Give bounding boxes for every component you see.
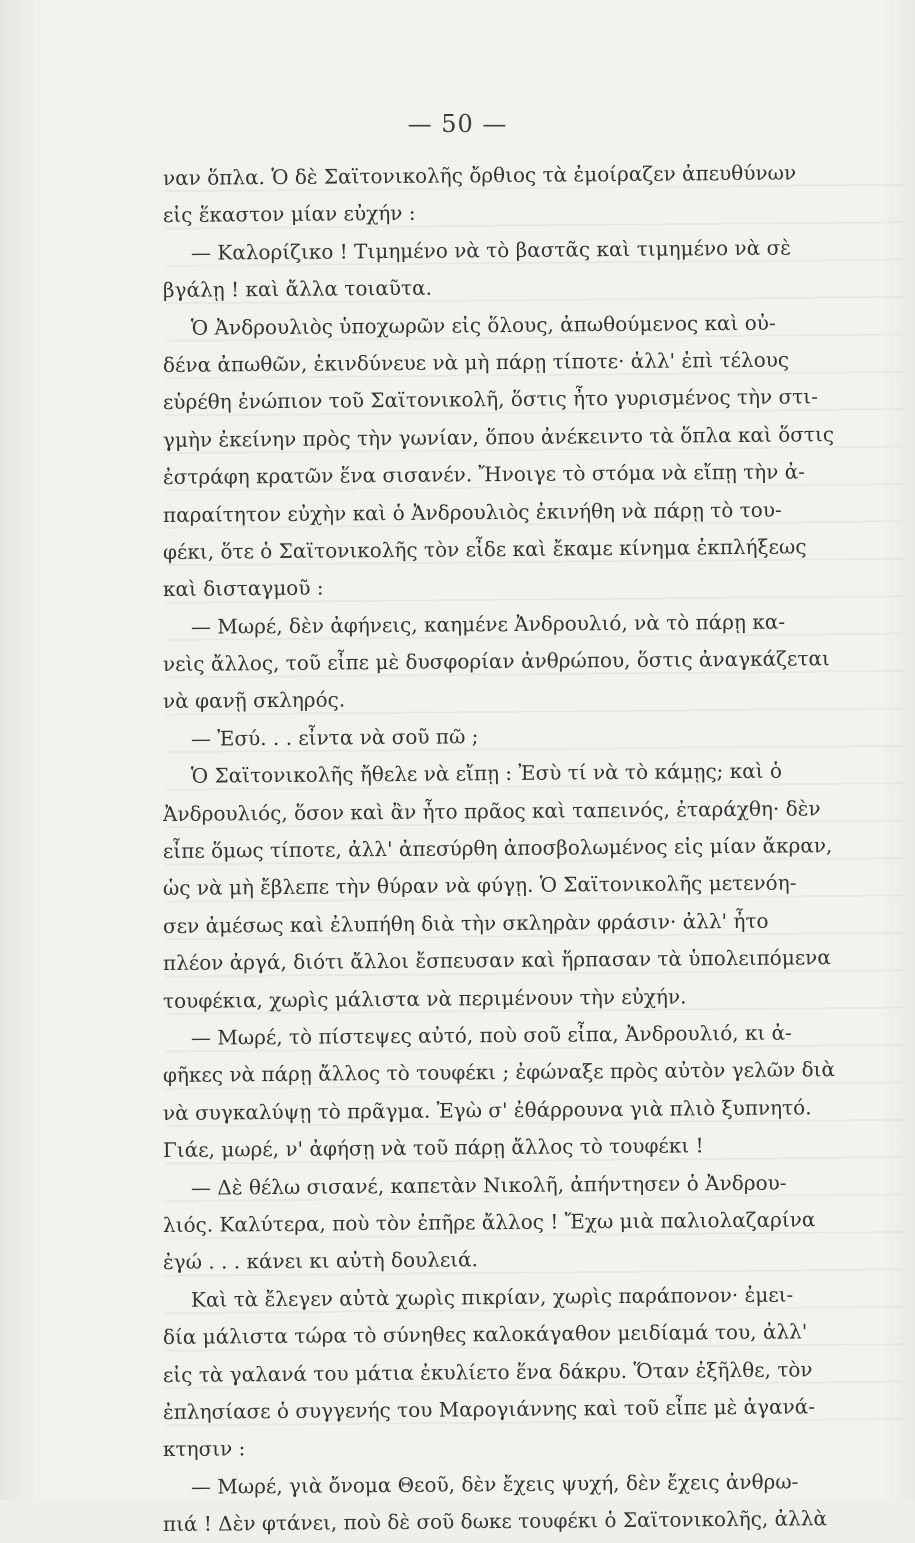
text-line: ὡς νὰ μὴ ἔβλεπε τὴν θύραν νὰ φύγῃ. Ὁ Σαϊτονικολῆς μετενόη-	[162, 870, 797, 901]
text-line: βγάλῃ ! καὶ ἄλλα τοιαῦτα.	[162, 275, 432, 303]
text-line: τουφέκια, χωρὶς μάλιστα νὰ περιμένουν τὴν εὐχήν.	[162, 984, 687, 1013]
text-line: — Καλορίζικο ! Τιμημένο νὰ τὸ βαστᾶς καὶ τιμημένο νὰ σὲ	[190, 235, 791, 265]
text-line: λιός. Καλύτερα, ποὺ τὸν ἐπῆρε ἄλλος ! Ἔχω μιὰ παλιολαζαρίνα	[162, 1207, 816, 1237]
text-line: ναν ὅπλα. Ὁ δὲ Σαϊτονικολῆς ὄρθιος τὰ ἐμοίραζεν ἀπευθύνων	[162, 160, 797, 190]
text-line: παραίτητον εὐχὴν καὶ ὁ Ἀνδρουλιὸς ἐκινήθη νὰ πάρῃ τὸ του-	[162, 497, 782, 527]
text-line: κτησιν :	[162, 1436, 246, 1462]
text-line: νεὶς ἄλλος, τοῦ εἶπε μὲ δυσφορίαν ἀνθρώπου, ὅστις ἀναγκάζεται	[162, 646, 830, 677]
text-line: γμὴν ἐκείνην πρὸς τὴν γωνίαν, ὅπου ἀνέκειντο τὰ ὅπλα καὶ ὅστις	[162, 421, 835, 452]
text-line: — Μωρέ, δὲν ἀφήνεις, καημένε Ἀνδρουλιό, νὰ τὸ πάρῃ κα-	[190, 609, 786, 639]
text-line: εἰς τὰ γαλανά του μάτια ἐκυλίετο ἕνα δάκρυ. Ὅταν ἐξῆλθε, τὸν	[162, 1356, 813, 1387]
text-line: Καὶ τὰ ἔλεγεν αὐτὰ χωρὶς πικρίαν, χωρὶς παράπονον· ἐμει-	[190, 1282, 794, 1312]
text-line: ἐπλησίασε ὁ συγγενής του Μαρογιάννης καὶ τοῦ εἶπε μὲ ἀγανά-	[162, 1394, 816, 1424]
text-line: φέκι, ὅτε ὁ Σαϊτονικολῆς τὸν εἶδε καὶ ἔκαμε κίνημα ἐκπλήξεως	[162, 534, 807, 564]
text-line: καὶ δισταγμοῦ :	[162, 575, 324, 602]
text-line: εἶπε ὅμως τίποτε, ἀλλ' ἀπεσύρθη ἀποσβολωμένος εἰς μίαν ἄκραν,	[162, 833, 833, 864]
text-line: νὰ φανῇ σκληρός.	[162, 687, 346, 714]
text-line: — Μωρέ, γιὰ ὄνομα Θεοῦ, δὲν ἔχεις ψυχή, δὲν ἔχεις ἀνθρω-	[190, 1469, 799, 1499]
text-line: Ἀνδρουλιός, ὅσον καὶ ἂν ἦτο πρᾶος καὶ ταπεινός, ἐταράχθη· δὲν	[162, 795, 821, 826]
text-line: — Μωρέ, τὸ πίστεψες αὐτό, ποὺ σοῦ εἶπα, Ἀνδρουλιό, κι ἀ-	[190, 1020, 792, 1050]
text-line: δία μάλιστα τώρα τὸ σύνηθες καλοκάγαθον μειδίαμά του, ἀλλ'	[162, 1319, 808, 1350]
text-line: πιά ! Δὲν φτάνει, ποὺ δὲ σοῦ δωκε τουφέκι ὁ Σαϊτονικολῆς, ἀλλὰ	[162, 1506, 828, 1537]
text-line: — Ἐσύ. . . εἶντα νὰ σοῦ πῶ ;	[190, 724, 479, 751]
text-line: πλέον ἀργά, διότι ἄλλοι ἔσπευσαν καὶ ἥρπασαν τὰ ὑπολειπόμενα	[162, 945, 831, 976]
text-line: εὑρέθη ἐνώπιον τοῦ Σαϊτονικολῆ, ὅστις ἦτο γυρισμένος τὴν στι-	[162, 384, 818, 415]
text-line: εἰς ἕκαστον μίαν εὐχήν :	[162, 201, 416, 228]
text-line: σεν ἀμέσως καὶ ἐλυπήθη διὰ τὴν σκληρὰν φράσιν· ἀλλ' ἦτο	[162, 908, 769, 938]
text-line: Γιάε, μωρέ, ν' ἀφήσῃ νὰ τοῦ πάρῃ ἄλλος τὸ τουφέκι !	[162, 1133, 704, 1163]
page-number: — 50 —	[407, 110, 508, 138]
text-line: Ὁ Σαϊτονικολῆς ἤθελε νὰ εἴπῃ : Ἐσὺ τί νὰ τὸ κάμῃς; καὶ ὁ	[190, 758, 783, 789]
text-line: ἐστράφη κρατῶν ἕνα σισανέν. Ἤνοιγε τὸ στόμα νὰ εἴπῃ τὴν ἀ-	[162, 459, 806, 490]
text-line: φῆκες νὰ πάρῃ ἄλλος τὸ τουφέκι ; ἐφώναξε πρὸς αὐτὸν γελῶν διὰ	[162, 1057, 836, 1088]
text-line: — Δὲ θέλω σισανέ, καπετὰν Νικολῆ, ἀπήντησεν ὁ Ἀνδρου-	[190, 1170, 787, 1200]
text-line: Ὁ Ἀνδρουλιὸς ὑποχωρῶν εἰς ὅλους, ἀπωθούμενος καὶ οὐ-	[190, 310, 776, 340]
text-line: ἐγώ . . . κάνει κι αὐτὴ δουλειά.	[162, 1247, 479, 1275]
text-line: δένα ἀπωθῶν, ἐκινδύνευε νὰ μὴ πάρῃ τίποτε· ἀλλ' ἐπὶ τέλους	[162, 347, 790, 377]
body-text	[163, 160, 913, 1543]
text-line: νὰ συγκαλύψῃ τὸ πρᾶγμα. Ἐγὼ σ' ἐθάρρουνα γιὰ πλιὸ ξυπνητό.	[162, 1095, 812, 1125]
